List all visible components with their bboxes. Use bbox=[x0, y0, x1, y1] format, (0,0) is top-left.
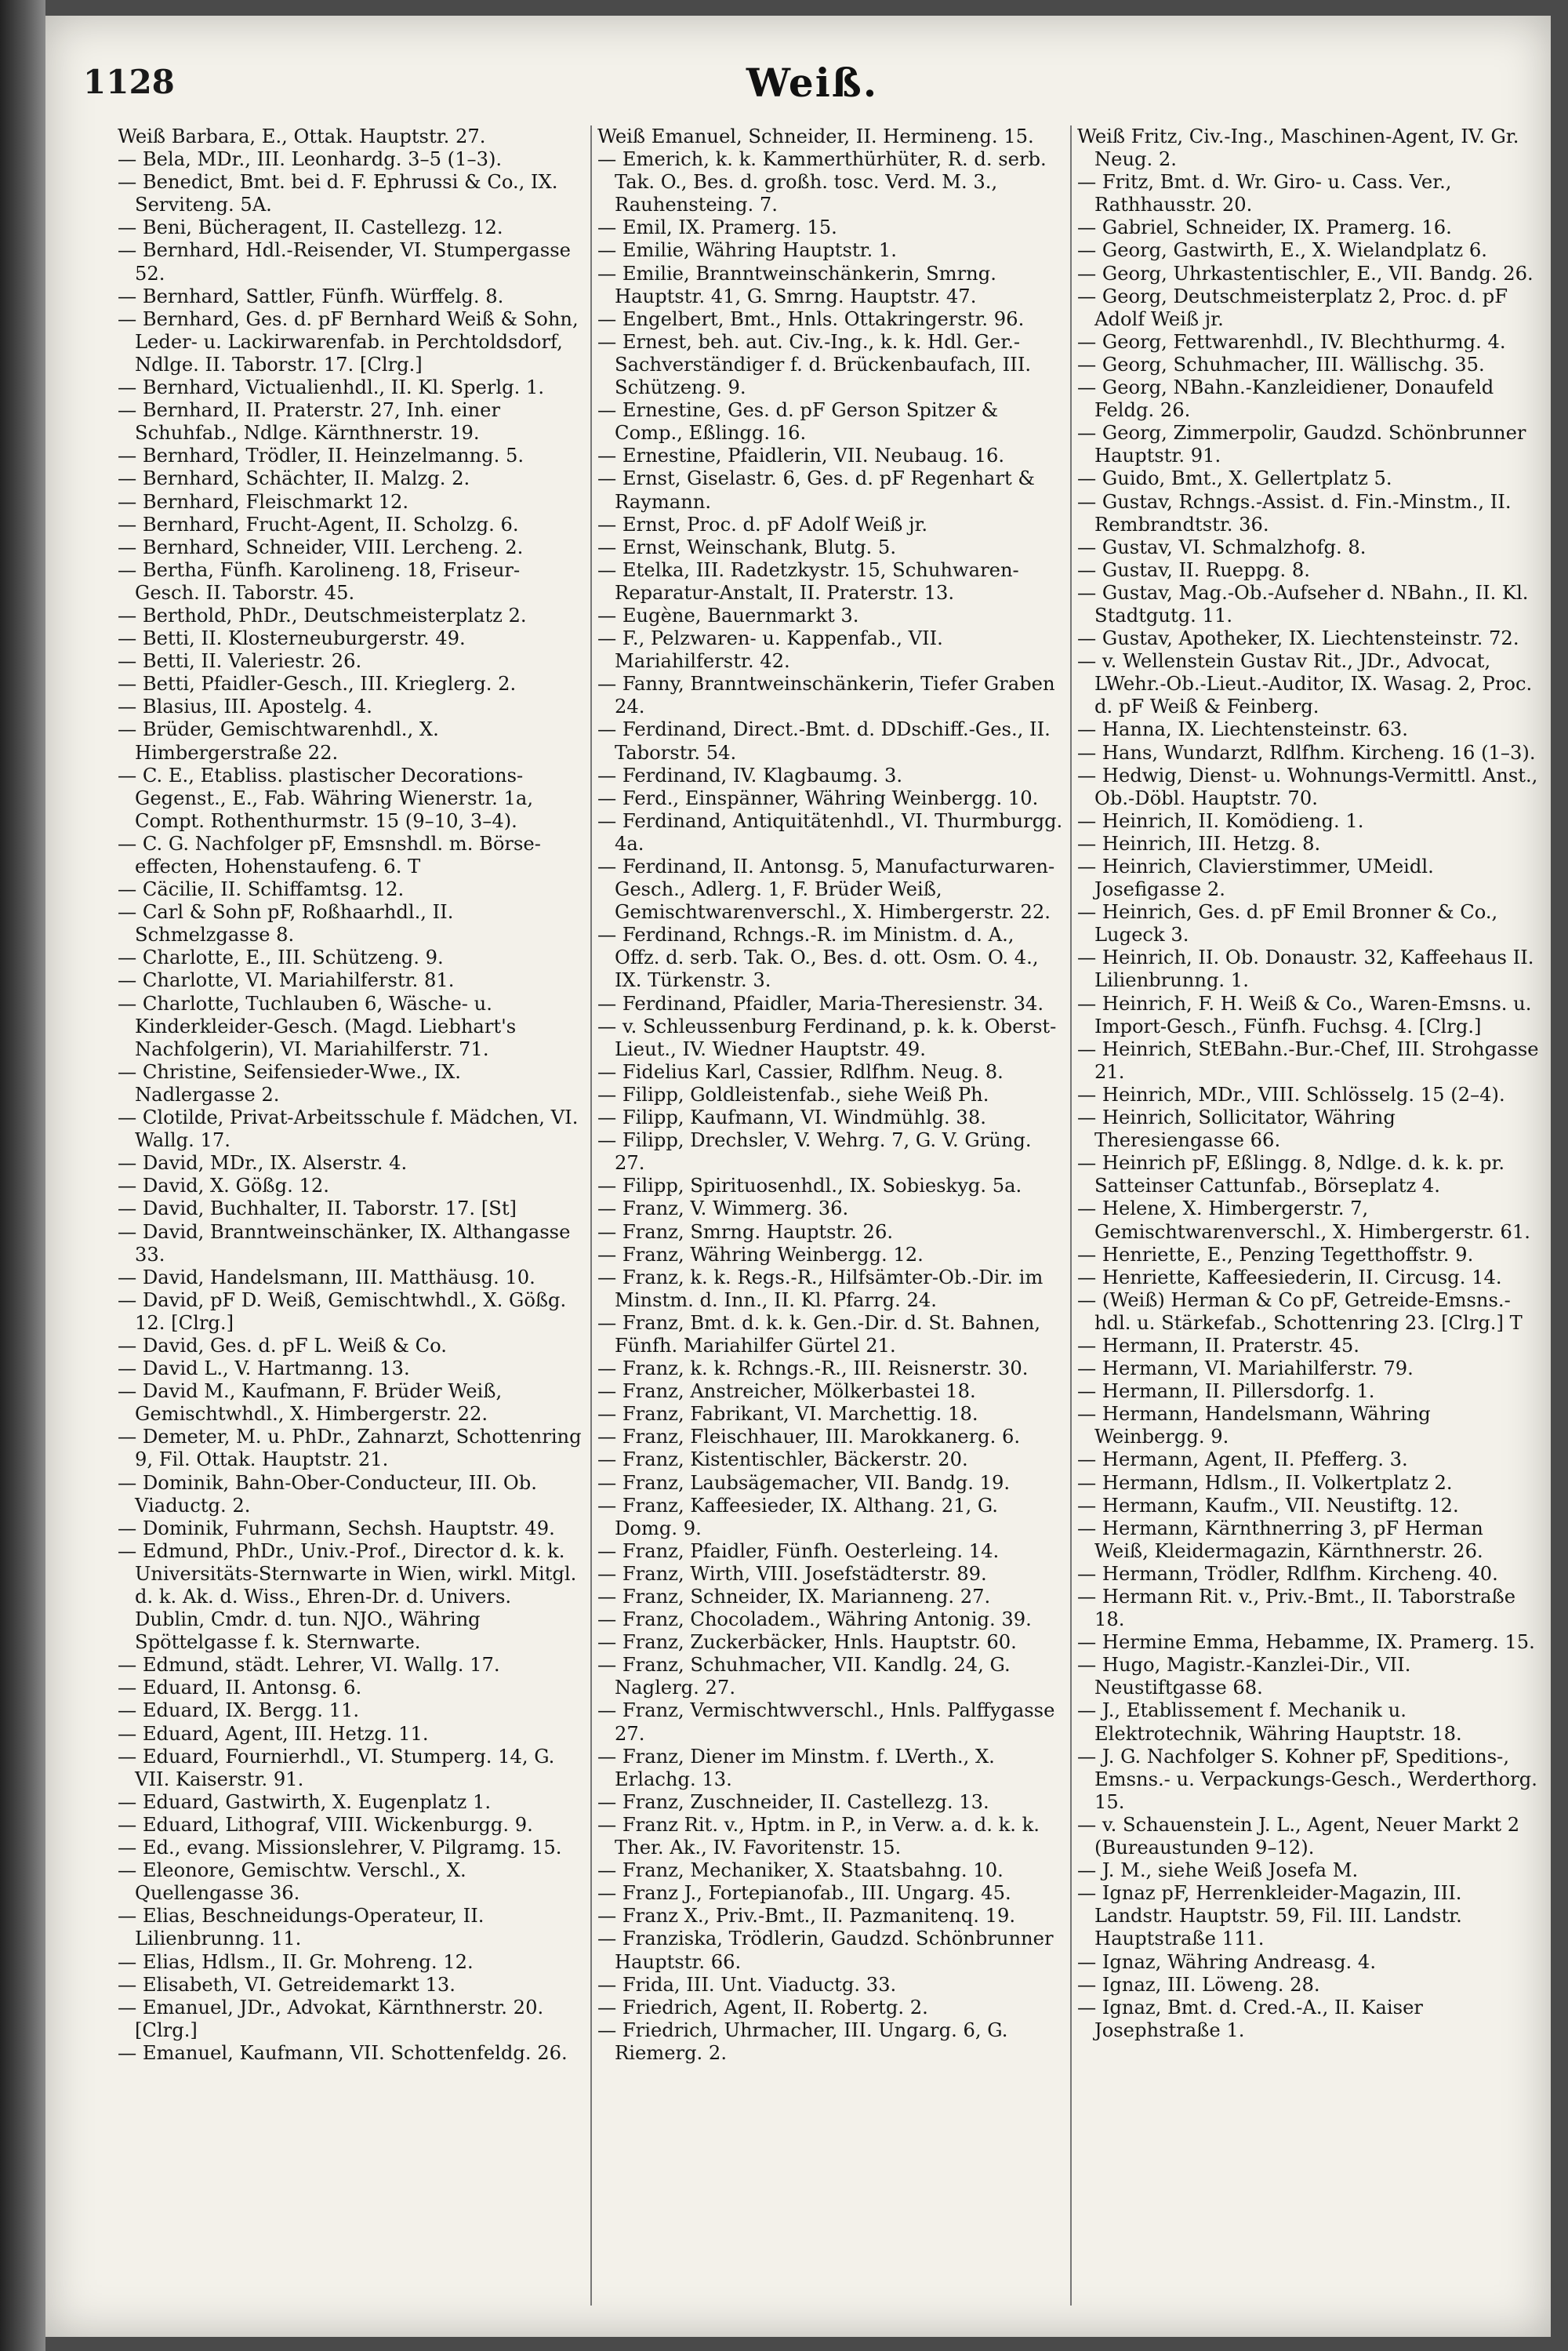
page-header bbox=[83, 60, 1541, 110]
column-divider bbox=[590, 125, 592, 2306]
directory-entry: — Elias, Hdlsm., II. Gr. Mohreng. 12. bbox=[118, 1950, 474, 1973]
directory-entry: — Helene, X. Himbergerstr. 7, Gemischtwarenverschl., X. Himbergerstr. 61. bbox=[1077, 1197, 1530, 1243]
directory-entry: — Brüder, Gemischtwarenhdl., X. Himbergerstraße 22. bbox=[118, 718, 439, 764]
directory-entry: — Heinrich, F. H. Weiß & Co., Waren-Emsns. u. Import-Gesch., Fünfh. Fuchsg. 4. [Clrg.] bbox=[1077, 992, 1532, 1037]
directory-entry: — Franz, k. k. Regs.-R., Hilfsämter-Ob.-Dir. im Minstm. d. Inn., II. Kl. Pfarrg. 24. bbox=[597, 1266, 1044, 1311]
directory-entry: — Heinrich, II. Ob. Donaustr. 32, Kaffeehaus II. Lilienbrunng. 1. bbox=[1077, 947, 1534, 992]
directory-entry: — Bernhard, Sattler, Fünfh. Würffelg. 8. bbox=[118, 285, 504, 307]
directory-entry: — Carl & Sohn pF, Roßhaarhdl., II. Schmelzgasse 8. bbox=[118, 901, 454, 947]
directory-entry: — Ed., evang. Missionslehrer, V. Pilgramg. 15. bbox=[118, 1837, 562, 1859]
directory-entry: — Charlotte, VI. Mariahilferstr. 81. bbox=[118, 969, 455, 992]
directory-entry: — Hedwig, Dienst- u. Wohnungs-Vermittl. Anst., Ob.-Döbl. Hauptstr. 70. bbox=[1077, 764, 1538, 809]
directory-entry: — Franz, Zuschneider, II. Castellezg. 13. bbox=[597, 1790, 989, 1813]
directory-entry: — Hermann, Trödler, Rdlfhm. Kircheng. 40. bbox=[1077, 1562, 1498, 1585]
directory-entry: — (Weiß) Herman & Co pF, Getreide-Emsns.-hdl. u. Stärkefab., Schottenring 23. [Clrg.] T bbox=[1077, 1288, 1523, 1334]
directory-entry: — Franz, Fabrikant, VI. Marchettig. 18. bbox=[597, 1403, 978, 1426]
directory-entry: — Ferdinand, Direct.-Bmt. d. DDschiff.-Ges., II. Taborstr. 54. bbox=[597, 718, 1051, 764]
column-divider bbox=[1070, 125, 1072, 2306]
directory-entry: — Ernst, Weinschank, Blutg. 5. bbox=[597, 536, 897, 558]
directory-entry: — Heinrich, Ges. d. pF Emil Bronner & Co., Lugeck 3. bbox=[1077, 901, 1498, 947]
directory-entry: — Franz, Vermischtwverschl., Hnls. Palffygasse 27. bbox=[597, 1699, 1055, 1745]
column-2 bbox=[597, 125, 1063, 2306]
directory-entry: — Franz, Wirth, VIII. Josefstädterstr. 89. bbox=[597, 1562, 987, 1585]
directory-entry: — Eduard, IX. Bergg. 11. bbox=[118, 1699, 360, 1722]
directory-entry: — Hermann, Kaufm., VII. Neustiftg. 12. bbox=[1077, 1494, 1459, 1517]
directory-entry: — Ignaz, III. Löweng. 28. bbox=[1077, 1973, 1320, 1996]
directory-entry: — Emanuel, Kaufmann, VII. Schottenfeldg. 26. bbox=[118, 2041, 568, 2064]
directory-entry: — Betti, II. Klosterneuburgerstr. 49. bbox=[118, 627, 466, 650]
directory-entry: — Hans, Wundarzt, Rdlfhm. Kircheng. 16 (1–3). bbox=[1077, 741, 1536, 764]
directory-entry: — Filipp, Goldleistenfab., siehe Weiß Ph. bbox=[597, 1083, 989, 1106]
directory-entry: — Franz, Kaffeesieder, IX. Althang. 21, G. Domg. 9. bbox=[597, 1494, 998, 1539]
directory-entry: — David, Buchhalter, II. Taborstr. 17. [St] bbox=[118, 1197, 517, 1220]
directory-entry: — Eduard, Agent, III. Hetzg. 11. bbox=[118, 1722, 429, 1745]
page-number: 1128 bbox=[83, 63, 175, 101]
directory-entry: — Franziska, Trödlerin, Gaudzd. Schönbrunner Hauptstr. 66. bbox=[597, 1928, 1054, 1973]
directory-entry: — Georg, Fettwarenhdl., IV. Blechthurmg. 4. bbox=[1077, 330, 1506, 353]
directory-entry: — Emanuel, JDr., Advokat, Kärnthnerstr. 20. [Clrg.] bbox=[118, 1996, 544, 2041]
directory-entry: — Franz, V. Wimmerg. 36. bbox=[597, 1197, 849, 1220]
directory-entry: — Franz, k. k. Rchngs.-R., III. Reisnerstr. 30. bbox=[597, 1357, 1029, 1380]
directory-entry: Weiß Fritz, Civ.-Ing., Maschinen-Agent, IV. Gr. Neug. 2. bbox=[1077, 125, 1519, 171]
directory-entry: — Eduard, II. Antonsg. 6. bbox=[118, 1677, 362, 1699]
directory-entry: — Edmund, PhDr., Univ.-Prof., Director d. k. k. Universitäts-Sternwarte in Wien, wirkl. Mitgl. d. k. Ak. d. Wiss., Ehren-Dr. d. Univers. Dublin, Cmdr. d. tun. NJO., Währing Spöttelgasse f. k. Sternwarte. bbox=[118, 1539, 577, 1654]
directory-entry: — Franz, Anstreicher, Mölkerbastei 18. bbox=[597, 1380, 976, 1403]
directory-entry: — Georg, Schuhmacher, III. Wällischg. 35. bbox=[1077, 353, 1485, 376]
directory-entry: — Georg, Uhrkastentischler, E., VII. Bandg. 26. bbox=[1077, 262, 1534, 285]
directory-entry: — Bernhard, Schneider, VIII. Lercheng. 2. bbox=[118, 536, 524, 558]
directory-entry: — Emil, IX. Pramerg. 15. bbox=[597, 216, 837, 239]
directory-entry: — Friedrich, Uhrmacher, III. Ungarg. 6, G. Riemerg. 2. bbox=[597, 2019, 1008, 2064]
directory-entry: — Georg, Zimmerpolir, Gaudzd. Schönbrunner Hauptstr. 91. bbox=[1077, 422, 1526, 467]
directory-entry: — Heinrich, Sollicitator, Währing Theresiengasse 66. bbox=[1077, 1106, 1396, 1152]
directory-entry: — Demeter, M. u. PhDr., Zahnarzt, Schottenring 9, Fil. Ottak. Hauptstr. 21. bbox=[118, 1426, 582, 1471]
head-word: Weiß. bbox=[746, 60, 879, 106]
directory-entry: — Fanny, Branntweinschänkerin, Tiefer Graben 24. bbox=[597, 673, 1055, 718]
directory-entry: — Eduard, Fournierhdl., VI. Stumperg. 14, G. VII. Kaiserstr. 91. bbox=[118, 1745, 555, 1790]
directory-entry: — Filipp, Spirituosenhdl., IX. Sobieskyg. 5a. bbox=[597, 1175, 1022, 1197]
directory-entry: — Bernhard, Ges. d. pF Bernhard Weiß & Sohn, Leder- u. Lackirwarenfab. in Perchtoldsdorf, Ndlge. II. Taborstr. 17. [Clrg.] bbox=[118, 307, 579, 376]
directory-entry: — Hermann, Handelsmann, Währing Weinbergg. 9. bbox=[1077, 1403, 1431, 1448]
directory-entry: — Ernestine, Ges. d. pF Gerson Spitzer & Comp., Eßlingg. 16. bbox=[597, 399, 999, 445]
directory-entry: — Bertha, Fünfh. Karolineng. 18, Friseur-Gesch. II. Taborstr. 45. bbox=[118, 558, 521, 604]
directory-entry: — Ferdinand, Rchngs.-R. im Ministm. d. A., Offz. d. serb. Tak. O., Bes. d. ott. Osm. O. 4., IX. Türkenstr. 3. bbox=[597, 924, 1039, 992]
directory-entry: — Hugo, Magistr.-Kanzlei-Dir., VII. Neustiftgasse 68. bbox=[1077, 1654, 1411, 1699]
directory-entry: — David, Handelsmann, III. Matthäusg. 10. bbox=[118, 1266, 535, 1288]
directory-entry: — Franz, Schuhmacher, VII. Kandlg. 24, G. Naglerg. 27. bbox=[597, 1654, 1011, 1699]
directory-entry: — Georg, Gastwirth, E., X. Wielandplatz 6. bbox=[1077, 239, 1487, 262]
directory-entry: — v. Schleussenburg Ferdinand, p. k. k. Oberst-Lieut., IV. Wiedner Hauptstr. 49. bbox=[597, 1015, 1057, 1060]
directory-entry: — Franz, Fleischhauer, III. Marokkanerg. 6. bbox=[597, 1426, 1021, 1448]
directory-entry: — Betti, II. Valeriestr. 26. bbox=[118, 650, 362, 673]
directory-entry: — David M., Kaufmann, F. Brüder Weiß, Gemischtwhdl., X. Himbergerstr. 22. bbox=[118, 1380, 503, 1426]
directory-entry: — Benedict, Bmt. bei d. F. Ephrussi & Co., IX. Serviteng. 5A. bbox=[118, 171, 558, 216]
directory-entry: — Ferdinand, IV. Klagbaumg. 3. bbox=[597, 764, 903, 787]
directory-entry: — Heinrich, II. Komödieng. 1. bbox=[1077, 809, 1364, 832]
directory-entry: — David L., V. Hartmanng. 13. bbox=[118, 1357, 410, 1380]
directory-entry: — Filipp, Kaufmann, VI. Windmühlg. 38. bbox=[597, 1106, 986, 1129]
directory-entry: — Dominik, Fuhrmann, Sechsh. Hauptstr. 49. bbox=[118, 1517, 555, 1539]
directory-entry: — Heinrich, III. Hetzg. 8. bbox=[1077, 832, 1321, 855]
directory-entry: — Bernhard, Schächter, II. Malzg. 2. bbox=[118, 467, 470, 490]
directory-entry: — v. Schauenstein J. L., Agent, Neuer Markt 2 (Bureaustunden 9–12). bbox=[1077, 1813, 1520, 1859]
directory-entry: — Gabriel, Schneider, IX. Pramerg. 16. bbox=[1077, 216, 1452, 239]
directory-entry: — J., Etablissement f. Mechanik u. Elektrotechnik, Währing Hauptstr. 18. bbox=[1077, 1699, 1462, 1745]
directory-entry: — Ferdinand, Antiquitätenhdl., VI. Thurmburgg. 4a. bbox=[597, 809, 1063, 855]
directory-entry: — Eduard, Gastwirth, X. Eugenplatz 1. bbox=[118, 1790, 492, 1813]
directory-entry: — Bernhard, Hdl.-Reisender, VI. Stumpergasse 52. bbox=[118, 239, 571, 285]
directory-entry: — Franz, Pfaidler, Fünfh. Oesterleing. 14. bbox=[597, 1539, 1000, 1562]
directory-entry: — Hanna, IX. Liechtensteinstr. 63. bbox=[1077, 718, 1408, 741]
directory-entry: — David, Ges. d. pF L. Weiß & Co. bbox=[118, 1334, 447, 1357]
directory-entry: — Gustav, Apotheker, IX. Liechtensteinstr. 72. bbox=[1077, 627, 1519, 650]
directory-entry: — Ignaz, Bmt. d. Cred.-A., II. Kaiser Josephstraße 1. bbox=[1077, 1996, 1423, 2041]
directory-entry: — Hermann, Agent, II. Pfefferg. 3. bbox=[1077, 1448, 1408, 1471]
column-3 bbox=[1077, 125, 1543, 2306]
directory-entry: — Hermann, II. Pillersdorfg. 1. bbox=[1077, 1380, 1375, 1403]
directory-entry: — Bernhard, Fleischmarkt 12. bbox=[118, 490, 409, 513]
directory-entry: — Frida, III. Unt. Viaductg. 33. bbox=[597, 1973, 897, 1996]
directory-entry: — Dominik, Bahn-Ober-Conducteur, III. Ob. Viaductg. 2. bbox=[118, 1471, 537, 1517]
directory-entry: — Henriette, E., Penzing Tegetthoffstr. 9. bbox=[1077, 1243, 1474, 1266]
directory-entry: — Etelka, III. Radetzkystr. 15, Schuhwaren-Reparatur-Anstalt, II. Praterstr. 13. bbox=[597, 558, 1019, 604]
directory-entry: — v. Wellenstein Gustav Rit., JDr., Advocat, LWehr.-Ob.-Lieut.-Auditor, IX. Wasag. 2, Proc. d. pF Weiß & Feinberg. bbox=[1077, 650, 1533, 718]
directory-entry: — Charlotte, E., III. Schützeng. 9. bbox=[118, 947, 444, 969]
directory-entry: — Christine, Seifensieder-Wwe., IX. Nadlergasse 2. bbox=[118, 1060, 461, 1106]
directory-entry: — Franz, Bmt. d. k. k. Gen.-Dir. d. St. Bahnen, Fünfh. Mariahilfer Gürtel 21. bbox=[597, 1311, 1041, 1357]
directory-entry: — Hermann, Hdlsm., II. Volkertplatz 2. bbox=[1077, 1471, 1453, 1494]
directory-entry: — Bernhard, Trödler, II. Heinzelmanng. 5. bbox=[118, 445, 524, 467]
directory-entry: — Eduard, Lithograf, VIII. Wickenburgg. 9. bbox=[118, 1813, 533, 1836]
directory-entry: — C. G. Nachfolger pF, Emsnshdl. m. Börse-effecten, Hohenstaufeng. 6. T bbox=[118, 832, 541, 878]
directory-entry: — Bernhard, Victualienhdl., II. Kl. Sperlg. 1. bbox=[118, 376, 545, 399]
directory-entry: — Franz, Chocoladem., Währing Antonig. 39. bbox=[597, 1608, 1032, 1631]
directory-entry: — Emerich, k. k. Kammerthürhüter, R. d. serb. Tak. O., Bes. d. großh. tosc. Verd. M. 3., Rauhensteing. 7. bbox=[597, 148, 1047, 216]
directory-entry: — Franz, Diener im Minstm. f. LVerth., X. Erlachg. 13. bbox=[597, 1745, 995, 1790]
directory-entry: — Franz J., Fortepianofab., III. Ungarg. 45. bbox=[597, 1882, 1011, 1905]
directory-entry: — Ignaz, Währing Andreasg. 4. bbox=[1077, 1950, 1377, 1973]
column-1 bbox=[118, 125, 583, 2306]
book-binding bbox=[0, 0, 45, 2351]
directory-entry: — J. M., siehe Weiß Josefa M. bbox=[1077, 1859, 1359, 1882]
directory-entry: — Franz, Zuckerbäcker, Hnls. Hauptstr. 60. bbox=[597, 1631, 1017, 1654]
directory-entry: — Beni, Bücheragent, II. Castellezg. 12. bbox=[118, 216, 503, 239]
directory-entry: — Betti, Pfaidler-Gesch., III. Krieglerg. 2. bbox=[118, 673, 517, 696]
directory-entry: — David, MDr., IX. Alserstr. 4. bbox=[118, 1152, 408, 1175]
directory-entry: — Emilie, Branntweinschänkerin, Smrng. Hauptstr. 41, G. Smrng. Hauptstr. 47. bbox=[597, 262, 996, 307]
directory-entry: — Ferd., Einspänner, Währing Weinbergg. 10. bbox=[597, 787, 1039, 809]
directory-entry: — Ferdinand, Pfaidler, Maria-Theresienstr. 34. bbox=[597, 992, 1044, 1015]
directory-entry: — Elias, Beschneidungs-Operateur, II. Lilienbrunng. 11. bbox=[118, 1905, 485, 1950]
directory-entry: — David, X. Gößg. 12. bbox=[118, 1175, 329, 1197]
directory-entry: — Franz, Mechaniker, X. Staatsbahng. 10. bbox=[597, 1859, 1004, 1882]
directory-entry: Weiß Emanuel, Schneider, II. Hermineng. 15. bbox=[597, 125, 1034, 147]
directory-entry: — Franz, Smrng. Hauptstr. 26. bbox=[597, 1220, 894, 1243]
directory-entry: — Ignaz pF, Herrenkleider-Magazin, III. Landstr. Hauptstr. 59, Fil. III. Landstr. Hauptstraße 111. bbox=[1077, 1882, 1462, 1950]
directory-entry: — Berthold, PhDr., Deutschmeisterplatz 2. bbox=[118, 604, 527, 627]
directory-entry: — Friedrich, Agent, II. Robertg. 2. bbox=[597, 1996, 928, 2019]
directory-entry: — Cäcilie, II. Schiffamtsg. 12. bbox=[118, 878, 405, 901]
directory-entry: — Charlotte, Tuchlauben 6, Wäsche- u. Kinderkleider-Gesch. (Magd. Liebhart's Nachfolgerin), VI. Mariahilferstr. 71. bbox=[118, 992, 517, 1060]
directory-entry: — Heinrich, Clavierstimmer, UMeidl. Josefigasse 2. bbox=[1077, 856, 1434, 901]
directory-entry: — Franz, Währing Weinbergg. 12. bbox=[597, 1243, 924, 1266]
directory-entry: — Gustav, Mag.-Ob.-Aufseher d. NBahn., II. Kl. Stadtgutg. 11. bbox=[1077, 581, 1529, 627]
directory-entry: — Heinrich, MDr., VIII. Schlösselg. 15 (2–4). bbox=[1077, 1083, 1505, 1106]
directory-entry: — Fritz, Bmt. d. Wr. Giro- u. Cass. Ver., Rathhausstr. 20. bbox=[1077, 171, 1452, 216]
directory-entry: — Gustav, VI. Schmalzhofg. 8. bbox=[1077, 536, 1367, 558]
directory-entry: — Hermann, Kärnthnerring 3, pF Herman Weiß, Kleidermagazin, Kärnthnerstr. 26. bbox=[1077, 1517, 1483, 1562]
directory-entry: — Engelbert, Bmt., Hnls. Ottakringerstr. 96. bbox=[597, 307, 1025, 330]
directory-entry: — Ernestine, Pfaidlerin, VII. Neubaug. 16. bbox=[597, 445, 1005, 467]
directory-entry: — Filipp, Drechsler, V. Wehrg. 7, G. V. Grüng. 27. bbox=[597, 1129, 1032, 1175]
directory-entry: — F., Pelzwaren- u. Kappenfab., VII. Mariahilferstr. 42. bbox=[597, 627, 943, 673]
directory-entry: — Franz X., Priv.-Bmt., II. Pazmanitenq. 19. bbox=[597, 1905, 1016, 1928]
directory-entry: — C. E., Etabliss. plastischer Decorations-Gegenst., E., Fab. Währing Wienerstr. 1a, Compt. Rothenthurmstr. 15 (9–10, 3–4). bbox=[118, 764, 534, 832]
directory-entry: — Gustav, Rchngs.-Assist. d. Fin.-Minstm., II. Rembrandtstr. 36. bbox=[1077, 490, 1512, 536]
directory-entry: — Clotilde, Privat-Arbeitsschule f. Mädchen, VI. Wallg. 17. bbox=[118, 1106, 579, 1152]
directory-entry: — Fidelius Karl, Cassier, Rdlfhm. Neug. 8. bbox=[597, 1060, 1004, 1083]
directory-columns bbox=[118, 125, 1544, 2306]
directory-entry: — Georg, NBahn.-Kanzleidiener, Donaufeld Feldg. 26. bbox=[1077, 376, 1494, 422]
directory-entry: — Bernhard, Frucht-Agent, II. Scholzg. 6. bbox=[118, 513, 519, 536]
directory-entry: — Blasius, III. Apostelg. 4. bbox=[118, 696, 372, 718]
directory-entry: — Hermann Rit. v., Priv.-Bmt., II. Taborstraße 18. bbox=[1077, 1586, 1516, 1631]
directory-entry: — Franz, Kistentischler, Bäckerstr. 20. bbox=[597, 1448, 968, 1471]
directory-entry: — David, Branntweinschänker, IX. Althangasse 33. bbox=[118, 1220, 571, 1266]
directory-entry: — David, pF D. Weiß, Gemischtwhdl., X. Gößg. 12. [Clrg.] bbox=[118, 1288, 567, 1334]
directory-entry: — J. G. Nachfolger S. Kohner pF, Speditions-, Emsns.- u. Verpackungs-Gesch., Werderthorg. 15. bbox=[1077, 1745, 1537, 1813]
directory-entry: — Edmund, städt. Lehrer, VI. Wallg. 17. bbox=[118, 1654, 500, 1677]
directory-entry: — Hermine Emma, Hebamme, IX. Pramerg. 15. bbox=[1077, 1631, 1535, 1654]
directory-entry: — Guido, Bmt., X. Gellertplatz 5. bbox=[1077, 467, 1392, 490]
directory-entry: — Ernst, Proc. d. pF Adolf Weiß jr. bbox=[597, 513, 928, 536]
directory-entry: — Henriette, Kaffeesiederin, II. Circusg. 14. bbox=[1077, 1266, 1502, 1288]
directory-entry: — Hermann, VI. Mariahilferstr. 79. bbox=[1077, 1357, 1414, 1380]
directory-entry: — Eleonore, Gemischtw. Verschl., X. Quellengasse 36. bbox=[118, 1859, 466, 1905]
directory-entry: — Bernhard, II. Praterstr. 27, Inh. einer Schuhfab., Ndlge. Kärnthnerstr. 19. bbox=[118, 399, 501, 445]
directory-entry: — Ferdinand, II. Antonsg. 5, Manufacturwaren-Gesch., Adlerg. 1, F. Brüder Weiß, Gemischtwarenverschl., X. Himbergerstr. 22. bbox=[597, 856, 1055, 924]
directory-entry: Weiß Barbara, E., Ottak. Hauptstr. 27. bbox=[118, 125, 486, 147]
directory-entry: — Heinrich pF, Eßlingg. 8, Ndlge. d. k. k. pr. Satteinser Cattunfab., Börseplatz 4. bbox=[1077, 1152, 1505, 1197]
directory-entry: — Franz, Laubsägemacher, VII. Bandg. 19. bbox=[597, 1471, 1011, 1494]
directory-entry: — Franz Rit. v., Hptm. in P., in Verw. a. d. k. k. Ther. Ak., IV. Favoritenstr. 15. bbox=[597, 1813, 1040, 1859]
directory-entry: — Hermann, II. Praterstr. 45. bbox=[1077, 1334, 1359, 1357]
directory-entry: — Georg, Deutschmeisterplatz 2, Proc. d. pF Adolf Weiß jr. bbox=[1077, 285, 1508, 330]
directory-entry: — Ernst, Giselastr. 6, Ges. d. pF Regenhart & Raymann. bbox=[597, 467, 1035, 513]
directory-entry: — Emilie, Währing Hauptstr. 1. bbox=[597, 239, 897, 262]
directory-entry: — Heinrich, StEBahn.-Bur.-Chef, III. Strohgasse 21. bbox=[1077, 1037, 1539, 1083]
directory-entry: — Bela, MDr., III. Leonhardg. 3–5 (1–3). bbox=[118, 148, 503, 171]
directory-entry: — Elisabeth, VI. Getreidemarkt 13. bbox=[118, 1973, 456, 1996]
directory-entry: — Eugène, Bauernmarkt 3. bbox=[597, 604, 859, 627]
directory-entry: — Franz, Schneider, IX. Marianneng. 27. bbox=[597, 1586, 991, 1608]
directory-entry: — Gustav, II. Rueppg. 8. bbox=[1077, 558, 1310, 581]
directory-entry: — Ernest, beh. aut. Civ.-Ing., k. k. Hdl. Ger.-Sachverständiger f. d. Brückenbaufach, III. Schützeng. 9. bbox=[597, 330, 1032, 399]
